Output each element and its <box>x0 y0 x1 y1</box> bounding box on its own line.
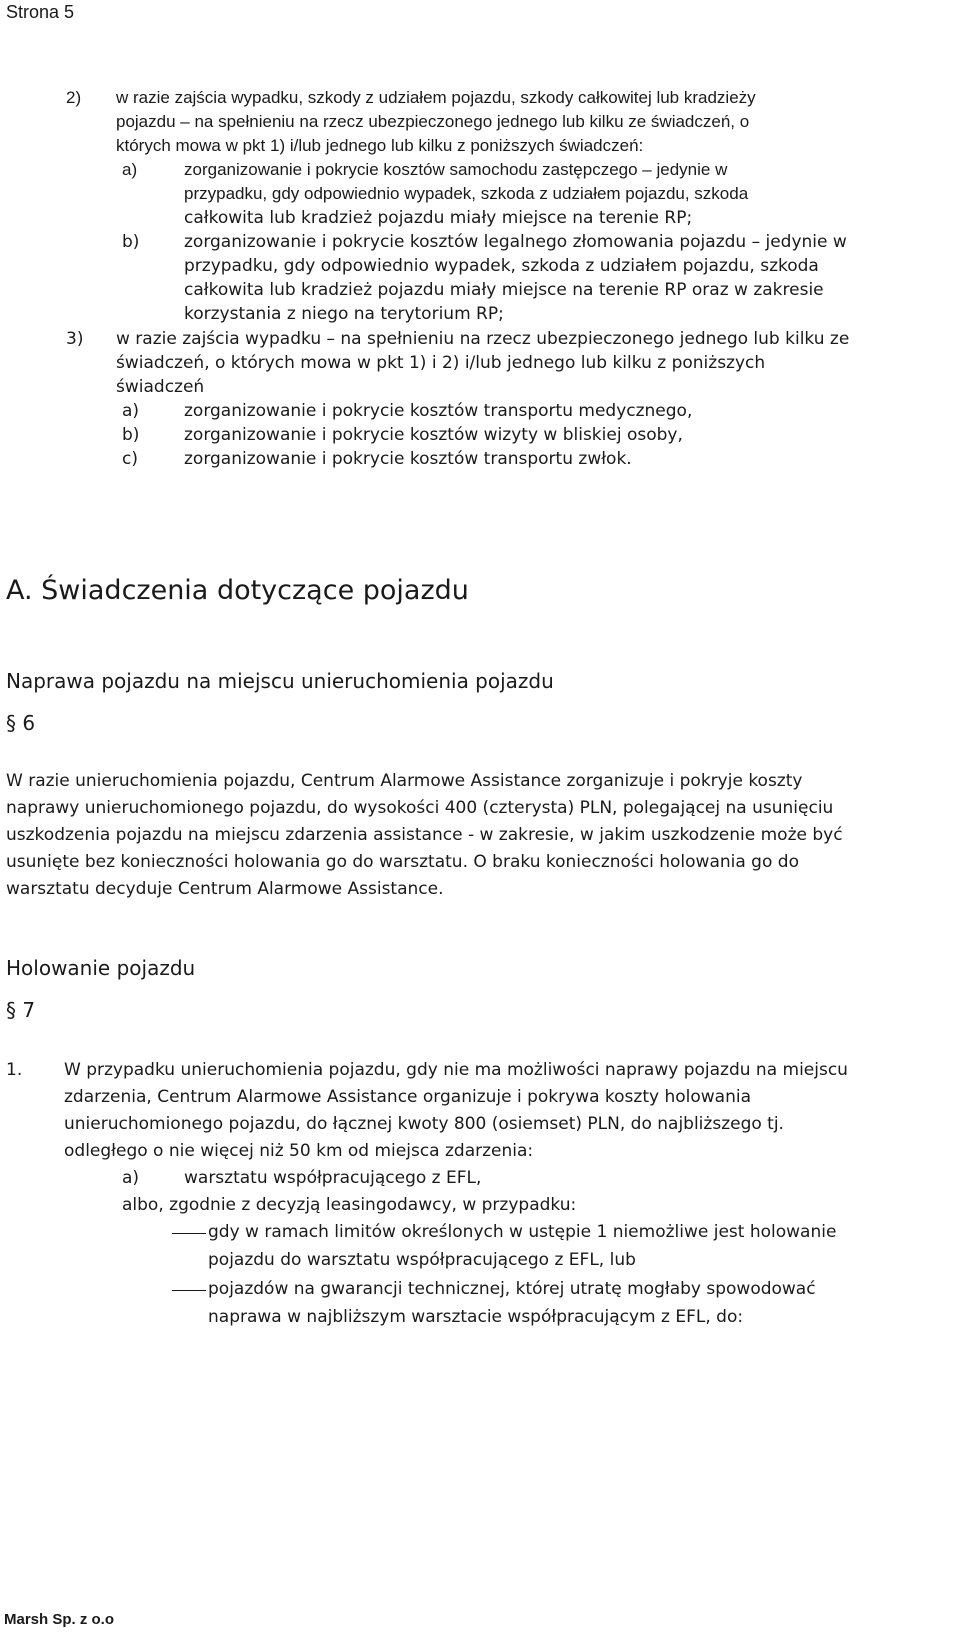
subitem-text-line: przypadku, gdy odpowiednio wypadek, szkoda z udziałem pojazdu, szkoda <box>184 256 819 276</box>
item-text-line: W przypadku unieruchomienia pojazdu, gdy nie ma możliwości naprawy pojazdu na miejscu <box>64 1060 848 1080</box>
subitem-label: a) <box>122 401 140 421</box>
subitem-text: zorganizowanie i pokrycie kosztów transportu zwłok. <box>184 449 632 469</box>
subitem-label: b) <box>122 425 140 445</box>
bullet-text-line: gdy w ramach limitów określonych w ustępie 1 niemożliwe jest holowanie <box>208 1222 837 1242</box>
subitem-text-line: zorganizowanie i pokrycie kosztów samochodu zastępczego – jedynie w <box>184 160 728 179</box>
subitem-text-line: zorganizowanie i pokrycie kosztów legalnego złomowania pojazdu – jedynie w <box>184 232 847 252</box>
subitem-text-line: całkowita lub kradzież pojazdu miały miejsce na terenie RP; <box>184 208 693 228</box>
section-title: A. Świadczenia dotyczące pojazdu <box>6 575 469 606</box>
item-text-line: świadczeń <box>116 377 205 397</box>
item-number: 1. <box>6 1060 23 1080</box>
bullet-text-line: pojazdu do warsztatu współpracującego z EFL, lub <box>208 1250 636 1270</box>
page-label: Strona 5 <box>6 2 75 22</box>
subitem-text-line: korzystania z niego na terytorium RP; <box>184 304 504 324</box>
item-number: 3) <box>66 329 84 349</box>
subitem-text: zorganizowanie i pokrycie kosztów wizyty w bliskiej osoby, <box>184 425 683 445</box>
item-text-line: w razie zajścia wypadku – na spełnieniu na rzecz ubezpieczonego jednego lub kilku ze <box>116 329 850 349</box>
item-text-line: zdarzenia, Centrum Alarmowe Assistance organizuje i pokrywa koszty holowania <box>64 1087 752 1107</box>
paragraph-line: W razie unieruchomienia pojazdu, Centrum Alarmowe Assistance zorganizuje i pokryje koszty <box>6 771 803 791</box>
dash-bullet <box>172 1233 206 1234</box>
subitem-label: a) <box>122 160 138 179</box>
item-text-line: świadczeń, o których mowa w pkt 1) i 2) i/lub jednego lub kilku z poniższych <box>116 353 766 373</box>
item-text-line: odległego o nie więcej niż 50 km od miejsca zdarzenia: <box>64 1141 534 1161</box>
paragraph-sign-7: § 7 <box>6 998 36 1022</box>
paragraph-line: naprawy unieruchomionego pojazdu, do wysokości 400 (czterysta) PLN, polegającej na usunięciu <box>6 798 834 818</box>
dash-bullet <box>172 1290 206 1291</box>
paragraph-sign-6: § 6 <box>6 711 36 735</box>
subitem-label: c) <box>122 449 138 469</box>
section-heading-repair: Naprawa pojazdu na miejscu unieruchomienia pojazdu <box>6 669 554 693</box>
subitem-text-line: przypadku, gdy odpowiednio wypadek, szkoda z udziałem pojazdu, szkoda <box>184 184 749 203</box>
item-text-line: pojazdu – na spełnieniu na rzecz ubezpieczonego jednego lub kilku ze świadczeń, o <box>116 112 750 131</box>
subitem-text: warsztatu współpracującego z EFL, <box>184 1168 482 1188</box>
subitem-text: zorganizowanie i pokrycie kosztów transportu medycznego, <box>184 401 693 421</box>
paragraph-line: uszkodzenia pojazdu na miejscu zdarzenia assistance - w zakresie, w jakim uszkodzenie może być <box>6 825 843 845</box>
subitem-text-line: całkowita lub kradzież pojazdu miały miejsce na terenie RP oraz w zakresie <box>184 280 824 300</box>
footer-company: Marsh Sp. z o.o <box>4 1611 115 1628</box>
item-text-line: których mowa w pkt 1) i/lub jednego lub kilku z poniższych świadczeń: <box>116 136 644 155</box>
alternative-line: albo, zgodnie z decyzją leasingodawcy, w przypadku: <box>122 1195 577 1215</box>
bullet-text-line: naprawa w najbliższym warsztacie współpracującym z EFL, do: <box>208 1307 744 1327</box>
section-heading-towing: Holowanie pojazdu <box>6 956 196 980</box>
bullet-text-line: pojazdów na gwarancji technicznej, której utratę mogłaby spowodować <box>208 1279 816 1299</box>
item-number: 2) <box>66 88 82 107</box>
item-text-line: w razie zajścia wypadku, szkody z udziałem pojazdu, szkody całkowitej lub kradzieży <box>116 88 756 107</box>
subitem-label: b) <box>122 232 140 252</box>
subitem-label: a) <box>122 1168 140 1188</box>
paragraph-line: usunięte bez konieczności holowania go do warsztatu. O braku konieczności holowania go do <box>6 852 799 872</box>
paragraph-line: warsztatu decyduje Centrum Alarmowe Assistance. <box>6 879 444 899</box>
item-text-line: unieruchomionego pojazdu, do łącznej kwoty 800 (osiemset) PLN, do najbliższego tj. <box>64 1114 784 1134</box>
